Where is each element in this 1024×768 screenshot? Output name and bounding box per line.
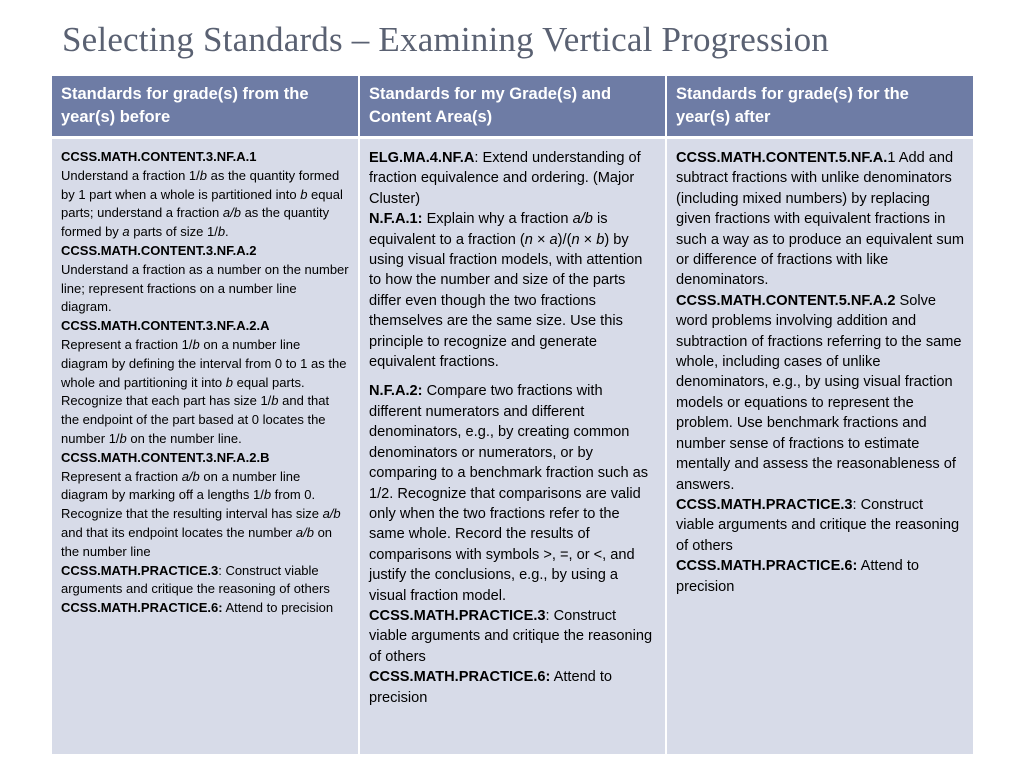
std-text: : Construct viable arguments and critique the reasoning of others — [61, 562, 330, 597]
std-5nfa1 — [676, 148, 965, 291]
std-text: Attend to precision — [676, 558, 920, 595]
std-text: on a number line diagram by marking off a lengths 1/ — [61, 468, 301, 503]
std-text: on the number line — [61, 524, 333, 559]
std-text: equal parts. Recognize that each part has size 1/ — [61, 374, 305, 409]
header-row — [52, 76, 973, 138]
std-text: : Construct viable arguments and critique the reasoning of others — [676, 496, 960, 554]
var-b: b — [119, 430, 127, 446]
std-text: Solve word problems involving addition and subtraction of fractions referring to the same whole, including cases of unlike denominators, e.g., by using visual fraction models or equations to represent the problem. Use benchmark fractions and number sense of fractions to estimate mentally and assess the reasonableness of answers. — [676, 292, 962, 493]
standards-table — [52, 76, 973, 754]
std-text: Understand a fraction as a number on the number line; represent fractions on a number line diagram. — [61, 261, 349, 315]
cell-after — [666, 138, 973, 755]
var-ab: a/b — [295, 524, 314, 540]
std-text: equal parts; understand a fraction — [61, 186, 343, 221]
std-text: × — [579, 231, 597, 248]
std-text: is equivalent to a fraction ( — [369, 211, 608, 248]
var-n: n — [571, 231, 580, 248]
std-text: on the number line. — [126, 430, 242, 446]
var-ab: a/b — [572, 211, 593, 228]
var-ab: a/b — [222, 205, 241, 221]
var-ab: a/b — [322, 506, 341, 522]
var-n: n — [524, 231, 533, 248]
std-code: CCSS.MATH.CONTENT.3.NF.A.2 — [61, 242, 257, 258]
std-text: Explain why a fraction — [422, 211, 573, 228]
std-code: CCSS.MATH.PRACTICE.3 — [369, 607, 546, 624]
std-text: parts of size 1/ — [129, 224, 218, 240]
var-a: a — [549, 231, 558, 248]
std-text: Compare two fractions with different numerators and different denominators, e.g., by creating common denominators or numerators, or by comparing to a benchmark fraction such as 1/2. Recognize that comparisons are valid only when the two fractions refer to the same whole. Record the results of comparisons with symbols >, =, or <, and justify the conclusions, e.g., by using a visual fraction model. — [369, 383, 649, 604]
std-3nfa2a — [61, 317, 350, 449]
var-a: a — [122, 224, 130, 240]
var-b: b — [192, 336, 200, 352]
std-text: from 0. Recognize that the resulting interval has size — [61, 487, 323, 522]
std-text: and that the endpoint of the part based at 0 locates the number 1/ — [61, 393, 330, 446]
std-text: × — [532, 231, 550, 248]
std-text: Represent a fraction 1/ — [61, 336, 193, 352]
var-b: b — [271, 393, 279, 409]
std-code: CCSS.MATH.PRACTICE.6: — [676, 558, 858, 575]
cell-before — [52, 138, 359, 755]
std-number: 1 — [887, 150, 896, 166]
std-code: CCSS.MATH.CONTENT.3.NF.A.1 — [61, 149, 257, 164]
std-text: : Construct viable arguments and critique the reasoning of others — [369, 607, 653, 665]
std-practice-3 — [676, 495, 965, 556]
std-code: CCSS.MATH.CONTENT.3.NF.A.2.B — [61, 449, 270, 465]
var-b: b — [217, 224, 226, 240]
std-text: Attend to precision — [369, 669, 613, 706]
var-b: b — [596, 231, 605, 248]
std-text: . — [225, 224, 229, 240]
std-nfa2 — [369, 381, 657, 605]
std-code: CCSS.MATH.PRACTICE.3 — [61, 562, 219, 578]
std-code: CCSS.MATH.CONTENT.5.NF.A.2 — [676, 292, 896, 309]
var-b: b — [300, 186, 308, 202]
std-text: ) by using visual fraction models, with attention to how the number and size of the parts differ even though the two fractions themselves are the same size. Use this principle to recognize and generate equivalent fractions. — [369, 231, 643, 371]
std-3nfa2 — [61, 242, 350, 317]
std-practice-6 — [676, 556, 965, 597]
std-text: as the quantity formed by — [61, 205, 330, 240]
std-nfa1 — [369, 209, 657, 372]
std-text: )/( — [557, 231, 572, 248]
header-after: Standards for grade(s) for the year(s) after — [666, 76, 973, 138]
header-before: Standards for grade(s) from the year(s) before — [52, 76, 359, 138]
std-text: Represent a fraction — [61, 468, 182, 484]
std-practice-3 — [369, 606, 657, 667]
std-practice-3 — [61, 562, 350, 600]
std-practice-6 — [61, 599, 350, 618]
std-text: as the quantity formed by 1 part when a whole is partitioned into — [61, 167, 340, 202]
std-code: N.F.A.2: — [369, 383, 423, 400]
body-row — [52, 138, 973, 755]
std-code: CCSS.MATH.CONTENT.5.NF.A. — [676, 150, 888, 166]
header-my-grade: Standards for my Grade(s) and Content Area(s) — [359, 76, 666, 138]
var-b: b — [199, 167, 207, 183]
std-text: Add and subtract fractions with unlike denominators (including mixed numbers) by replacing given fractions with equivalent fractions in such a way as to produce an equivalent sum or difference of fractions with like denominators. — [676, 150, 964, 289]
var-b: b — [225, 374, 234, 390]
var-ab: a/b — [181, 468, 200, 484]
std-3nfa1 — [61, 148, 350, 242]
std-elg-4nfa — [369, 148, 657, 209]
std-text: Attend to precision — [222, 600, 334, 616]
var-b: b — [263, 487, 272, 503]
cell-my-grade — [359, 138, 666, 755]
std-text: on a number line diagram by defining the interval from 0 to 1 as the whole and partitioning it into — [61, 336, 347, 390]
std-code: CCSS.MATH.CONTENT.3.NF.A.2.A — [61, 318, 270, 334]
std-text: : Extend understanding of fraction equivalence and ordering. (Major Cluster) — [369, 150, 641, 207]
slide-title: Selecting Standards – Examining Vertical Progression — [62, 20, 829, 59]
std-practice-6 — [369, 667, 657, 708]
std-code: N.F.A.1: — [369, 211, 423, 228]
std-5nfa2 — [676, 291, 965, 495]
std-code: CCSS.MATH.PRACTICE.6: — [61, 600, 223, 616]
std-text: Understand a fraction 1/ — [61, 167, 200, 183]
std-code: CCSS.MATH.PRACTICE.3 — [676, 496, 853, 513]
std-code: ELG.MA.4.NF.A — [369, 150, 475, 166]
std-code: CCSS.MATH.PRACTICE.6: — [369, 669, 551, 686]
std-3nfa2b — [61, 449, 350, 562]
std-text: and that its endpoint locates the number — [61, 524, 296, 540]
